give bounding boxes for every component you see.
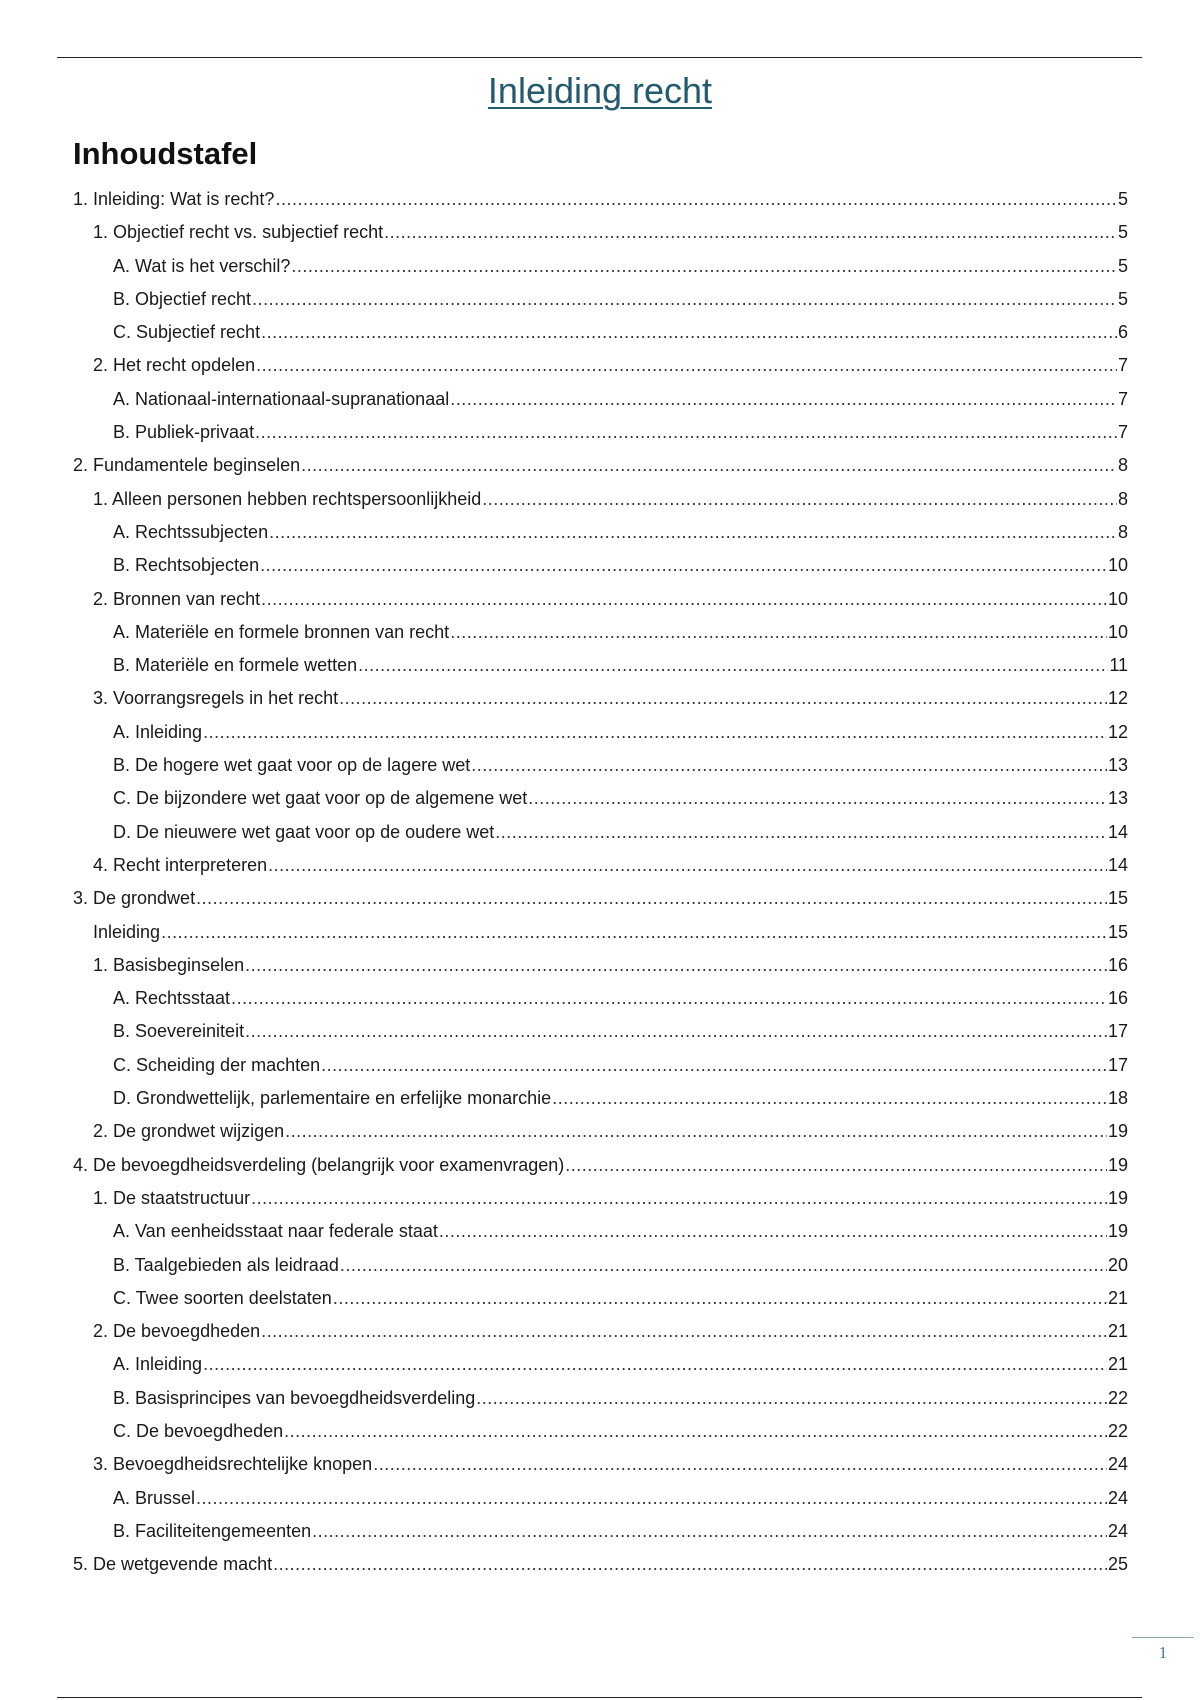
toc-dot-leader xyxy=(251,1182,1107,1215)
toc-entry-title: B. Faciliteitengemeenten xyxy=(113,1520,312,1541)
toc-entry[interactable] xyxy=(73,1515,1128,1548)
toc-entry-page: 15 xyxy=(1107,888,1128,909)
toc-entry-title: 3. De grondwet xyxy=(73,888,196,909)
toc-entry-page: 21 xyxy=(1107,1354,1128,1375)
toc-entry-page: 12 xyxy=(1107,721,1128,742)
toc-entry-page: 15 xyxy=(1107,921,1128,942)
document-title: Inleiding recht xyxy=(487,70,713,111)
toc-dot-leader xyxy=(196,1482,1107,1515)
toc-entry[interactable] xyxy=(73,416,1128,449)
toc-entry-page: 16 xyxy=(1107,954,1128,975)
toc-entry-title: B. Objectief recht xyxy=(113,288,252,309)
toc-entry-title: C. Twee soorten deelstaten xyxy=(113,1287,332,1308)
toc-entry[interactable] xyxy=(73,1015,1128,1048)
toc-entry[interactable] xyxy=(73,849,1128,882)
toc-entry[interactable] xyxy=(73,1382,1128,1415)
toc-dot-leader xyxy=(450,383,1117,416)
toc-entry-page: 5 xyxy=(1117,288,1128,309)
toc-dot-leader xyxy=(301,449,1117,482)
toc-entry-title: C. De bevoegdheden xyxy=(113,1420,284,1441)
toc-dot-leader xyxy=(358,649,1108,682)
toc-dot-leader xyxy=(321,1049,1107,1082)
toc-entry[interactable] xyxy=(73,882,1128,915)
toc-entry-page: 19 xyxy=(1107,1221,1128,1242)
toc-entry[interactable] xyxy=(73,1448,1128,1481)
toc-entry-page: 7 xyxy=(1117,355,1128,376)
toc-dot-leader xyxy=(291,250,1117,283)
toc-entry[interactable] xyxy=(73,449,1128,482)
toc-dot-leader xyxy=(312,1515,1107,1548)
toc-entry[interactable] xyxy=(73,283,1128,316)
toc-entry-page: 7 xyxy=(1117,388,1128,409)
toc-entry-title: B. De hogere wet gaat voor op de lagere wet xyxy=(113,755,471,776)
toc-entry-page: 12 xyxy=(1107,688,1128,709)
toc-entry-title: A. Brussel xyxy=(113,1487,196,1508)
toc-entry-page: 8 xyxy=(1117,521,1128,542)
toc-entry-title: A. Nationaal-internationaal-supranationaal xyxy=(113,388,450,409)
toc-dot-leader xyxy=(260,549,1107,582)
toc-entry-page: 13 xyxy=(1107,788,1128,809)
toc-entry-title: B. Rechtsobjecten xyxy=(113,555,260,576)
toc-entry[interactable] xyxy=(73,216,1128,249)
toc-entry-page: 19 xyxy=(1107,1121,1128,1142)
toc-dot-leader xyxy=(471,749,1107,782)
toc-dot-leader xyxy=(439,1215,1107,1248)
page-number: 1 xyxy=(1158,1643,1168,1662)
toc-dot-leader xyxy=(245,1015,1107,1048)
toc-entry-page: 17 xyxy=(1107,1021,1128,1042)
toc-entry[interactable] xyxy=(73,1315,1128,1348)
toc-dot-leader xyxy=(384,216,1117,249)
toc-entry[interactable] xyxy=(73,183,1128,216)
toc-entry[interactable] xyxy=(73,816,1128,849)
toc-entry-page: 21 xyxy=(1107,1287,1128,1308)
toc-entry[interactable] xyxy=(73,1182,1128,1215)
toc-entry-title: A. Inleiding xyxy=(113,721,203,742)
toc-entry-title: 1. De staatstructuur xyxy=(93,1187,251,1208)
toc-entry[interactable] xyxy=(73,749,1128,782)
toc-dot-leader xyxy=(373,1448,1107,1481)
toc-dot-leader xyxy=(552,1082,1107,1115)
toc-dot-leader xyxy=(231,982,1107,1015)
toc-entry-title: 2. De bevoegdheden xyxy=(93,1321,261,1342)
toc-entry-page: 5 xyxy=(1117,189,1128,209)
toc-entry[interactable] xyxy=(73,1215,1128,1248)
toc-entry[interactable] xyxy=(73,682,1128,715)
toc-entry-title: 1. Alleen personen hebben rechtspersoonlijkheid xyxy=(93,488,482,509)
toc-dot-leader xyxy=(269,516,1117,549)
toc-entry-page: 21 xyxy=(1107,1321,1128,1342)
toc-entry-page: 8 xyxy=(1117,488,1128,509)
toc-entry-title: A. Inleiding xyxy=(113,1354,203,1375)
toc-entry-title: 1. Inleiding: Wat is recht? xyxy=(73,189,275,209)
toc-entry[interactable] xyxy=(73,1348,1128,1381)
toc-entry-page: 10 xyxy=(1107,555,1128,576)
toc-dot-leader xyxy=(284,1415,1107,1448)
toc-dot-leader xyxy=(245,949,1107,982)
toc-entry-page: 10 xyxy=(1107,621,1128,642)
toc-dot-leader xyxy=(285,1115,1107,1148)
toc-entry-page: 17 xyxy=(1107,1054,1128,1075)
toc-entry-title: C. Subjectief recht xyxy=(113,322,261,343)
toc-entry-page: 5 xyxy=(1117,222,1128,243)
toc-dot-leader xyxy=(528,782,1107,815)
toc-dot-leader xyxy=(339,682,1107,715)
toc-dot-leader xyxy=(476,1382,1107,1415)
toc-entry-title: B. Publiek-privaat xyxy=(113,422,255,443)
toc-dot-leader xyxy=(203,716,1107,749)
toc-entry-title: 2. Fundamentele beginselen xyxy=(73,455,301,476)
toc-entry-title: B. Materiële en formele wetten xyxy=(113,655,358,676)
toc-entry-page: 25 xyxy=(1107,1554,1128,1575)
toc-entry[interactable] xyxy=(73,583,1128,616)
toc-entry[interactable] xyxy=(73,716,1128,749)
header-rule xyxy=(57,57,1142,58)
toc-entry-title: Inleiding xyxy=(93,921,161,942)
toc-entry-title: 1. Basisbeginselen xyxy=(93,954,245,975)
toc-entry[interactable] xyxy=(73,616,1128,649)
toc-entry-title: 3. Bevoegdheidsrechtelijke knopen xyxy=(93,1454,373,1475)
toc-entry[interactable] xyxy=(73,949,1128,982)
toc-entry-title: A. Materiële en formele bronnen van recht xyxy=(113,621,450,642)
toc-entry-page: 24 xyxy=(1107,1487,1128,1508)
toc-entry[interactable] xyxy=(73,1249,1128,1282)
toc-entry[interactable] xyxy=(73,1482,1128,1515)
toc-entry-title: B. Soevereiniteit xyxy=(113,1021,245,1042)
toc-dot-leader xyxy=(256,349,1117,382)
toc-entry-page: 14 xyxy=(1107,821,1128,842)
toc-dot-leader xyxy=(340,1249,1107,1282)
toc-entry-page: 22 xyxy=(1107,1420,1128,1441)
toc-entry[interactable] xyxy=(73,250,1128,283)
toc-entry[interactable] xyxy=(73,649,1128,682)
toc-entry-page: 11 xyxy=(1109,655,1128,676)
toc-dot-leader xyxy=(495,816,1107,849)
toc-entry[interactable] xyxy=(73,1548,1128,1581)
toc-entry[interactable] xyxy=(73,916,1128,949)
toc-entry[interactable] xyxy=(73,1282,1128,1315)
toc-entry-title: D. Grondwettelijk, parlementaire en erfelijke monarchie xyxy=(113,1088,552,1109)
toc-entry[interactable] xyxy=(73,1115,1128,1148)
toc-entry-title: 2. Bronnen van recht xyxy=(93,588,261,609)
toc-dot-leader xyxy=(565,1149,1107,1182)
toc-entry-page: 18 xyxy=(1107,1088,1128,1109)
toc-dot-leader xyxy=(252,283,1117,316)
toc-entry-title: 4. De bevoegdheidsverdeling (belangrijk voor examenvragen) xyxy=(73,1154,565,1175)
toc-dot-leader xyxy=(255,416,1117,449)
toc-entry-page: 14 xyxy=(1107,854,1128,875)
toc-entry-page: 20 xyxy=(1107,1254,1128,1275)
toc-entry-title: A. Wat is het verschil? xyxy=(113,255,291,276)
toc-entry-title: 3. Voorrangsregels in het recht xyxy=(93,688,339,709)
toc-heading: Inhoudstafel xyxy=(73,136,258,171)
toc-dot-leader xyxy=(450,616,1107,649)
toc-entry-title: 4. Recht interpreteren xyxy=(93,854,268,875)
toc-entry[interactable] xyxy=(73,316,1128,349)
toc-entry-page: 19 xyxy=(1107,1187,1128,1208)
toc-dot-leader xyxy=(261,1315,1107,1348)
toc-dot-leader xyxy=(161,916,1107,949)
toc-dot-leader xyxy=(275,183,1117,216)
toc-entry-title: A. Rechtssubjecten xyxy=(113,521,269,542)
toc-dot-leader xyxy=(261,316,1117,349)
toc-dot-leader xyxy=(273,1548,1107,1581)
toc-entry[interactable] xyxy=(73,1082,1128,1115)
toc-entry-page: 8 xyxy=(1117,455,1128,476)
toc-entry-title: B. Basisprincipes van bevoegdheidsverdeling xyxy=(113,1387,476,1408)
toc-entry-page: 7 xyxy=(1117,422,1128,443)
toc-dot-leader xyxy=(203,1348,1107,1381)
toc-entry-title: 5. De wetgevende macht xyxy=(73,1554,273,1575)
toc-entry-title: D. De nieuwere wet gaat voor op de oudere wet xyxy=(113,821,495,842)
toc-entry-title: B. Taalgebieden als leidraad xyxy=(113,1254,339,1275)
table-of-contents xyxy=(73,183,1128,1581)
toc-entry-page: 24 xyxy=(1107,1520,1128,1541)
toc-entry[interactable] xyxy=(73,349,1128,382)
footer-page-rule xyxy=(1132,1637,1194,1638)
toc-entry-page: 22 xyxy=(1107,1387,1128,1408)
toc-entry[interactable] xyxy=(73,782,1128,815)
toc-dot-leader xyxy=(482,483,1117,516)
toc-entry-title: A. Rechtsstaat xyxy=(113,988,231,1009)
toc-dot-leader xyxy=(268,849,1107,882)
toc-entry[interactable] xyxy=(73,383,1128,416)
toc-entry-page: 19 xyxy=(1107,1154,1128,1175)
toc-entry-title: C. Scheiding der machten xyxy=(113,1054,321,1075)
toc-entry-title: C. De bijzondere wet gaat voor op de algemene wet xyxy=(113,788,528,809)
toc-entry-page: 13 xyxy=(1107,755,1128,776)
toc-entry[interactable] xyxy=(73,1049,1128,1082)
toc-dot-leader xyxy=(261,583,1107,616)
toc-entry[interactable] xyxy=(73,1415,1128,1448)
toc-dot-leader xyxy=(196,882,1107,915)
toc-entry-title: 2. De grondwet wijzigen xyxy=(93,1121,285,1142)
toc-entry-page: 6 xyxy=(1117,322,1128,343)
footer-rule xyxy=(57,1697,1142,1698)
toc-entry[interactable] xyxy=(73,982,1128,1015)
toc-dot-leader xyxy=(333,1282,1107,1315)
toc-entry[interactable] xyxy=(73,1149,1128,1182)
toc-entry-page: 5 xyxy=(1117,255,1128,276)
toc-entry-page: 24 xyxy=(1107,1454,1128,1475)
toc-entry-page: 10 xyxy=(1107,588,1128,609)
toc-entry[interactable] xyxy=(73,549,1128,582)
toc-entry-title: 1. Objectief recht vs. subjectief recht xyxy=(93,222,384,243)
toc-entry[interactable] xyxy=(73,483,1128,516)
toc-entry-title: 2. Het recht opdelen xyxy=(93,355,256,376)
toc-entry-title: A. Van eenheidsstaat naar federale staat xyxy=(113,1221,438,1242)
toc-entry-page: 16 xyxy=(1107,988,1128,1009)
toc-entry[interactable] xyxy=(73,516,1128,549)
